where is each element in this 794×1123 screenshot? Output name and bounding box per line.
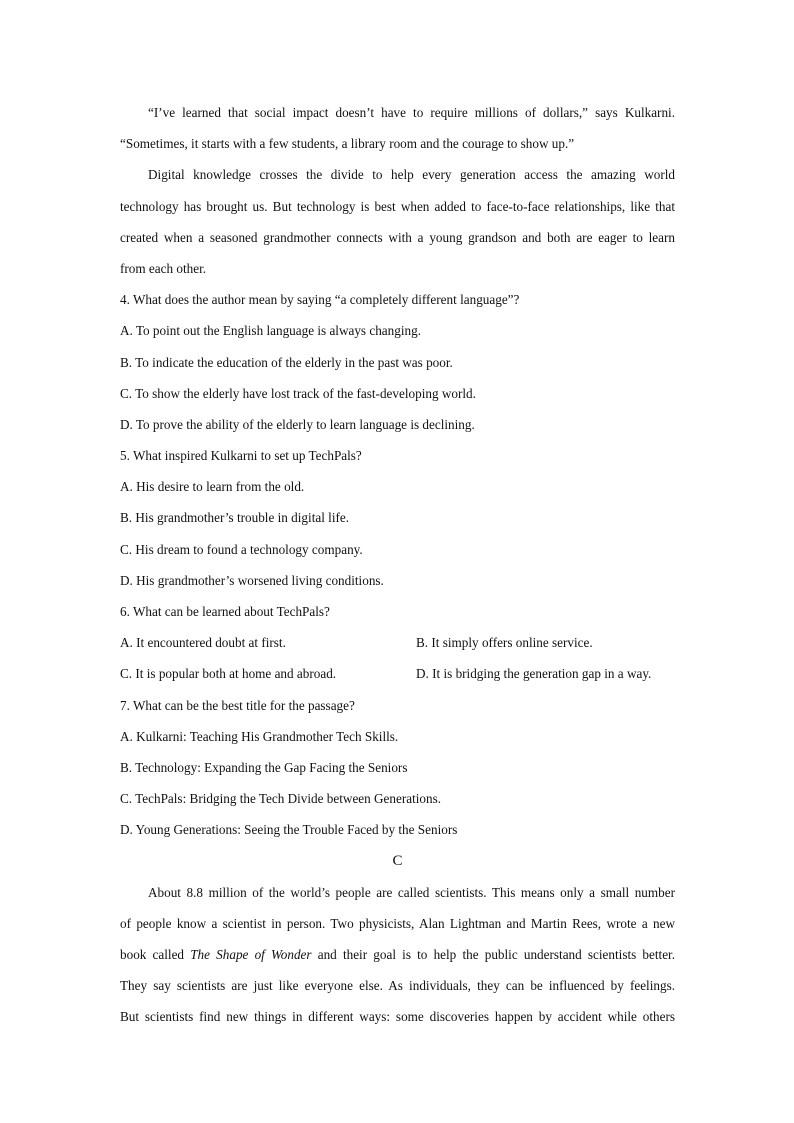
paragraph-line: technology has brought us. But technology is best when added to face-to-face relationships, like that: [120, 198, 675, 214]
paragraph-line: [120, 942, 675, 973]
paragraph-line: “I’ve learned that social impact doesn’t have to require millions of dollars,” says Kulkarni.: [148, 105, 675, 120]
answer-option-row: [120, 630, 675, 661]
paragraph-line: About 8.8 million of the world’s people are called scientists. This means only a small number: [148, 884, 675, 900]
paragraph-line: from each other.: [120, 260, 207, 276]
answer-option: B. It simply offers online service.: [416, 635, 593, 651]
answer-option: C. His dream to found a technology company.: [120, 541, 363, 557]
section-heading: C: [392, 852, 403, 869]
answer-option: C. To show the elderly have lost track of the fast-developing world.: [120, 385, 476, 401]
answer-option: A. Kulkarni: Teaching His Grandmother Tech Skills.: [120, 728, 399, 744]
paragraph-line: They say scientists are just like everyone else. As individuals, they can be influenced by feelings.: [120, 978, 675, 994]
answer-option: D. Young Generations: Seeing the Trouble Faced by the Seniors: [120, 822, 458, 838]
answer-option: C. TechPals: Bridging the Tech Divide between Generations.: [120, 791, 442, 807]
answer-option: D. His grandmother’s worsened living conditions.: [120, 572, 384, 588]
answer-option-row: [120, 661, 675, 692]
paragraph-line: Digital knowledge crosses the divide to help every generation access the amazing world: [148, 167, 675, 183]
question-stem: 7. What can be the best title for the passage?: [120, 697, 355, 713]
answer-option: C. It is popular both at home and abroad.: [120, 666, 337, 682]
question-stem: 4. What does the author mean by saying “a completely different language”?: [120, 292, 520, 308]
paragraph-line: But scientists find new things in different ways: some discoveries happen by accident while others: [120, 1009, 675, 1025]
paragraph-line: created when a seasoned grandmother connects with a young grandson and both are eager to learn: [120, 229, 675, 245]
answer-option: D. To prove the ability of the elderly to learn language is declining.: [120, 416, 475, 432]
answer-option: A. It encountered doubt at first.: [120, 635, 286, 651]
question-stem: 5. What inspired Kulkarni to set up TechPals?: [120, 448, 362, 464]
answer-option: B. Technology: Expanding the Gap Facing the Seniors: [120, 759, 408, 775]
question-stem: 6. What can be learned about TechPals?: [120, 604, 330, 619]
paragraph-line: “Sometimes, it starts with a few students, a library room and the courage to show up.”: [120, 136, 575, 152]
answer-option: B. His grandmother’s trouble in digital life.: [120, 510, 350, 526]
answer-option: B. To indicate the education of the elderly in the past was poor.: [120, 354, 453, 370]
exam-page: [120, 100, 675, 1036]
text-run: book called: [120, 947, 191, 963]
answer-option: A. To point out the English language is always changing.: [120, 323, 421, 339]
answer-option: D. It is bridging the generation gap in a way.: [416, 666, 652, 682]
text-run: and their goal is to help the public understand scientists better.: [311, 947, 676, 963]
book-title: The Shape of Wonder: [190, 947, 312, 963]
answer-option: A. His desire to learn from the old.: [120, 479, 305, 495]
paragraph-line: of people know a scientist in person. Two physicists, Alan Lightman and Martin Rees, wrote a new: [120, 915, 675, 931]
